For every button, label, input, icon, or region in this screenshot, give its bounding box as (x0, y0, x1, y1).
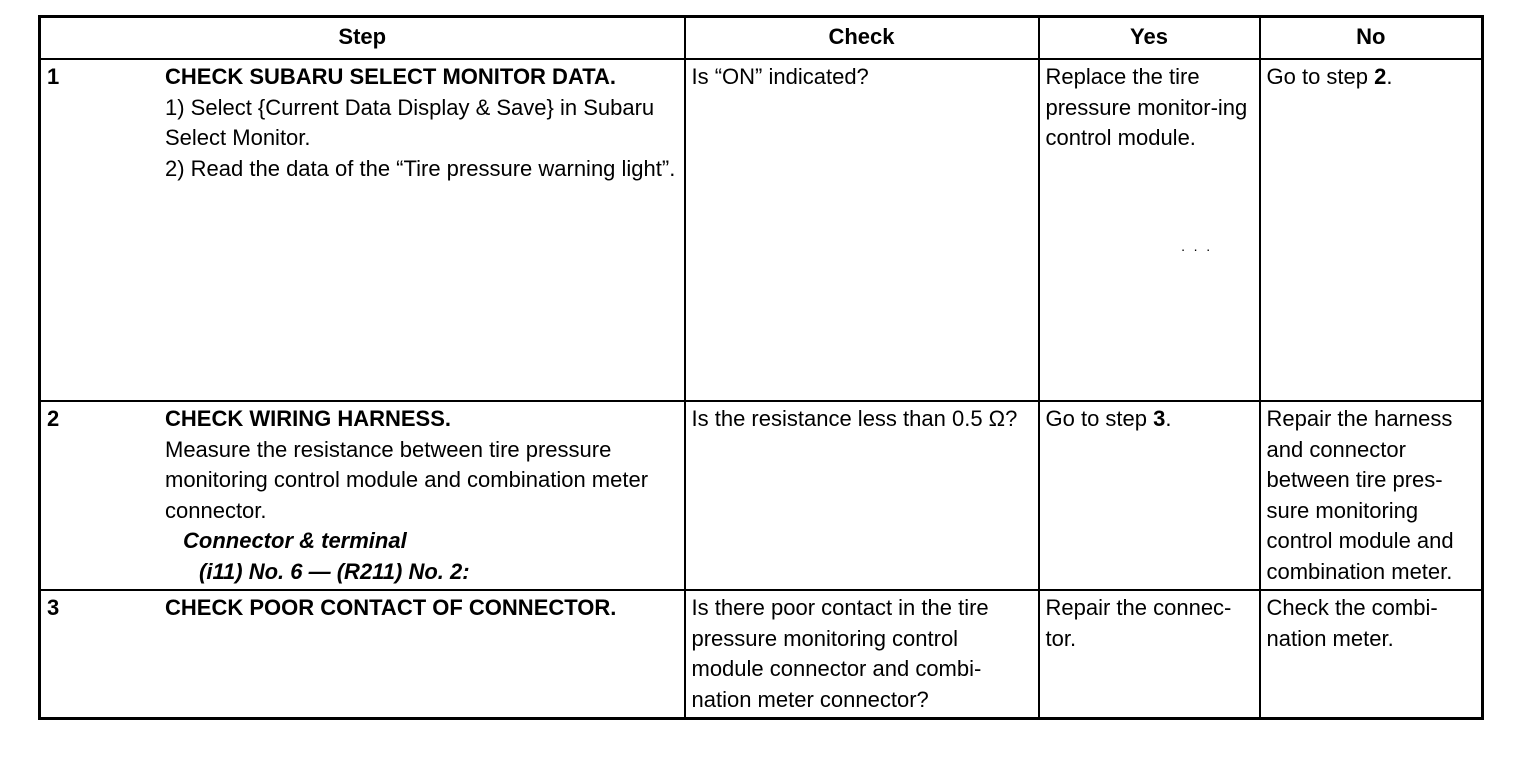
no-step-number: 2 (1374, 64, 1387, 89)
step-cell (40, 59, 685, 401)
table-row (40, 590, 1483, 719)
yes-text: Replace the tire pressure monitor-ing control module. (1045, 64, 1248, 150)
no-text: Repair the harness and connector between tire pres-sure monitoring control module and combination meter. (1266, 406, 1454, 584)
step-title: CHECK WIRING HARNESS. (165, 406, 452, 431)
header-step: Step (40, 17, 685, 60)
step-number: 3 (47, 595, 60, 620)
step-title: CHECK POOR CONTACT OF CONNECTOR. (165, 595, 617, 620)
no-cell (1260, 590, 1483, 719)
check-cell (685, 401, 1039, 590)
step-body (165, 593, 678, 624)
yes-cell (1039, 401, 1260, 590)
no-cell (1260, 401, 1483, 590)
yes-mark: · · · (1180, 240, 1213, 257)
yes-step-number: 3 (1153, 406, 1166, 431)
connector-terminal-value: (i11) No. 6 — (R211) No. 2: (199, 558, 470, 584)
step-cell (40, 401, 685, 590)
check-text: Is the resistance less than 0.5 Ω? (691, 406, 1018, 431)
check-text: Is “ON” indicated? (691, 64, 869, 89)
check-text: Is there poor contact in the tire pressure monitoring control module connector and combi-nation meter connector? (691, 595, 989, 712)
step-body (165, 404, 678, 587)
check-cell (685, 59, 1039, 401)
connector-terminal-label: Connector & terminal (183, 528, 407, 553)
step-number: 2 (47, 406, 60, 431)
diagnostic-procedure (38, 15, 1481, 720)
yes-text-prefix: Go to step (1045, 406, 1154, 431)
header-no: No (1260, 17, 1483, 60)
check-cell (685, 590, 1039, 719)
yes-cell (1039, 590, 1260, 719)
step-title: CHECK SUBARU SELECT MONITOR DATA. (165, 64, 616, 89)
yes-text: Repair the connec-tor. (1045, 595, 1232, 651)
diagnostic-table (38, 15, 1484, 720)
header-row (40, 17, 1483, 60)
table-row (40, 401, 1483, 590)
no-text-suffix: . (1386, 64, 1393, 89)
no-text: Check the combi-nation meter. (1266, 595, 1438, 651)
header-yes: Yes (1039, 17, 1260, 60)
step-cell (40, 590, 685, 719)
step-instruction: Measure the resistance between tire pressure monitoring control module and combination meter connector. (165, 436, 649, 523)
step-number: 1 (47, 64, 60, 89)
yes-text-suffix: . (1165, 406, 1172, 431)
no-text-prefix: Go to step (1266, 64, 1375, 89)
no-cell (1260, 59, 1483, 401)
header-check: Check (685, 17, 1039, 60)
step-body (165, 62, 678, 184)
step-instruction: 1) Select {Current Data Display & Save} in Subaru Select Monitor. (165, 94, 655, 150)
yes-cell (1039, 59, 1260, 401)
table-row (40, 59, 1483, 401)
step-instruction: 2) Read the data of the “Tire pressure warning light”. (165, 155, 676, 181)
